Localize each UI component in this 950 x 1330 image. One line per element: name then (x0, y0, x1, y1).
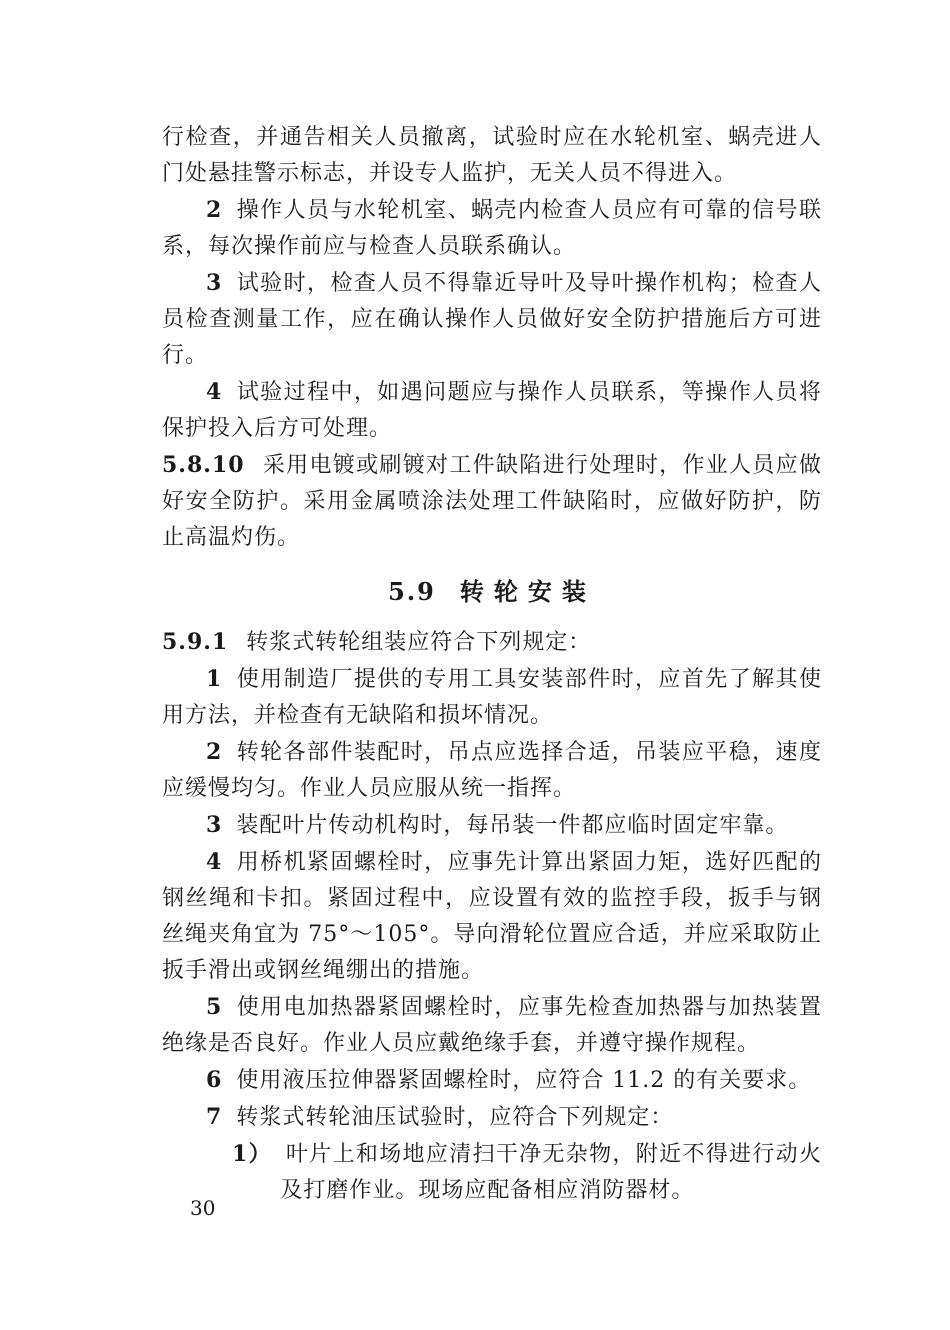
item-text: 使用制造厂提供的专用工具安装部件时，应首先了解其使用方法，并检查有无缺陷和损坏情况。 (162, 667, 822, 728)
item-number: 3 (206, 812, 223, 838)
item-number: 2 (206, 739, 223, 765)
list-item (162, 989, 822, 1062)
item-number: 7 (206, 1104, 223, 1130)
item-number: 4 (206, 849, 223, 875)
sub-list-item (162, 1136, 822, 1209)
clause-number: 5.8.10 (162, 452, 245, 478)
item-number: 3 (206, 270, 223, 296)
item-text: 装配叶片传动机构时，每吊装一件都应临时固定牢靠。 (236, 813, 789, 838)
clause-5-9-1 (162, 624, 822, 661)
list-item (162, 734, 822, 807)
list-item (162, 1099, 822, 1136)
subitem-number: 1） (232, 1141, 272, 1167)
list-item (162, 1062, 822, 1099)
page-content (162, 120, 822, 1209)
item-text: 使用液压拉伸器紧固螺栓时，应符合 11.2 的有关要求。 (236, 1068, 812, 1093)
paragraph-continued (162, 120, 822, 192)
item-number: 1 (206, 666, 223, 692)
list-item (162, 661, 822, 734)
item-text: 使用电加热器紧固螺栓时，应事先检查加热器与加热装置绝缘是否良好。作业人员应戴绝缘手套，并遵守操作规程。 (162, 995, 822, 1056)
list-item (162, 192, 822, 265)
clause-number: 5.9.1 (162, 629, 229, 655)
list-item (162, 844, 822, 989)
list-item (162, 807, 822, 844)
section-heading (162, 570, 822, 614)
item-text: 操作人员与水轮机室、蜗壳内检查人员应有可靠的信号联系，每次操作前应与检查人员联系确认。 (162, 198, 822, 259)
page-number: 30 (190, 1196, 216, 1220)
item-text: 试验时，检查人员不得靠近导叶及导叶操作机构；检查人员检查测量工作，应在确认操作人员做好安全防护措施后方可进行。 (162, 271, 822, 368)
item-number: 6 (206, 1067, 223, 1093)
item-text: 用桥机紧固螺栓时，应事先计算出紧固力矩，选好匹配的钢丝绳和卡扣。紧固过程中，应设置有效的监控手段，扳手与钢丝绳夹角宜为 75°～105°。导向滑轮位置应合适，并应采取防止扳手滑出或钢丝绳绷出的措施。 (162, 850, 822, 983)
subitem-text: 叶片上和场地应清扫干净无杂物，附近不得进行动火及打磨作业。现场应配备相应消防器材。 (280, 1142, 822, 1203)
item-number: 4 (206, 379, 223, 405)
paragraph-text: 行检查，并通告相关人员撤离，试验时应在水轮机室、蜗壳进人门处悬挂警示标志，并设专人监护，无关人员不得进入。 (162, 125, 822, 186)
item-number: 2 (206, 197, 223, 223)
item-text: 转浆式转轮油压试验时，应符合下列规定： (236, 1105, 674, 1130)
list-item (162, 374, 822, 447)
item-number: 5 (206, 994, 223, 1020)
item-text: 试验过程中，如遇问题应与操作人员联系，等操作人员将保护投入后方可处理。 (162, 380, 822, 441)
list-item (162, 265, 822, 374)
clause-5-8-10 (162, 447, 822, 556)
clause-text: 转浆式转轮组装应符合下列规定： (246, 630, 592, 655)
clause-text: 采用电镀或刷镀对工件缺陷进行处理时，作业人员应做好安全防护。采用金属喷涂法处理工件缺陷时，应做好防护，防止高温灼伤。 (162, 453, 822, 550)
section-number: 5.9 (388, 577, 436, 606)
item-text: 转轮各部件装配时，吊点应选择合适，吊装应平稳，速度应缓慢均匀。作业人员应服从统一指挥。 (162, 740, 822, 801)
section-title: 转轮安装 (459, 577, 596, 606)
